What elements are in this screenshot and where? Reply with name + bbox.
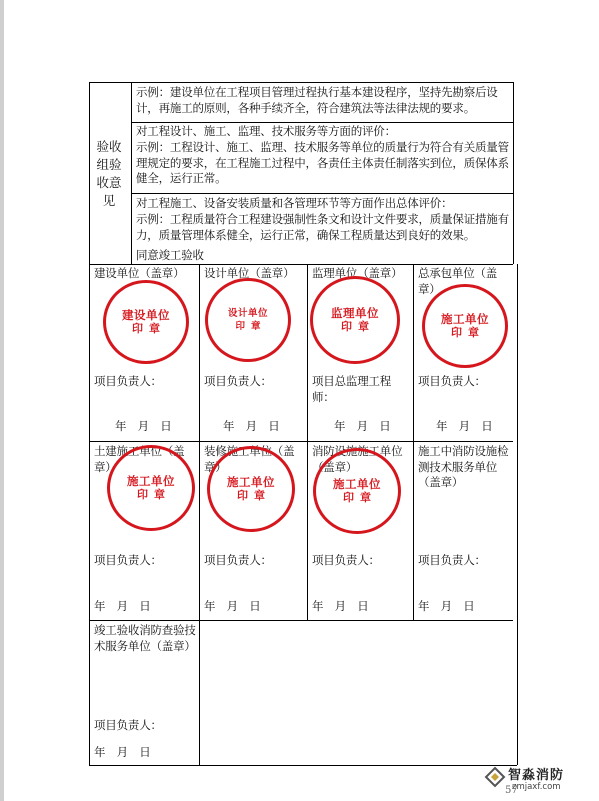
stamp-text: 印章	[451, 326, 485, 339]
table-line-units-mid	[89, 441, 513, 442]
decoration-construction-unit-date: 年 月 日	[204, 599, 261, 613]
construction-unit-date: 年 月 日	[115, 419, 172, 433]
design-unit-title: 设计单位（盖章）	[204, 266, 295, 280]
civil-construction-unit-title: 土建施工单位（盖章）	[94, 444, 185, 474]
table-line-top	[89, 82, 513, 83]
table-col-line-1	[199, 264, 200, 620]
table-line-units-bottom	[89, 620, 513, 621]
fire-testing-service-unit-title: 施工中消防设施检测技术服务单位（盖章）	[418, 444, 509, 489]
page-number: 57	[505, 785, 518, 796]
design-unit-stamp	[205, 278, 291, 362]
general-contractor-date: 年 月 日	[436, 419, 493, 433]
fire-facility-construction-unit-title: 消防设施施工单位（盖章）	[312, 444, 403, 474]
design-unit-date: 年 月 日	[223, 419, 280, 433]
general-contractor-stamp	[422, 284, 508, 368]
stamp-text: 施工单位	[441, 312, 489, 326]
stamp-text: 印章	[343, 491, 377, 504]
fire-facility-construction-unit-person: 项目负责人：	[312, 553, 380, 567]
watermark-brand: 智淼消防	[508, 768, 565, 783]
supervision-unit-title: 监理单位（盖章）	[312, 266, 403, 280]
overall-opinion-example: 示例：工程质量符合工程建设强制性条文和设计文件要求，质量保证措施有力，质量管理体系健全，运行正常，确保工程质量达到良好的效果。	[136, 212, 509, 242]
fire-facility-construction-unit-stamp	[313, 448, 401, 534]
fire-testing-service-unit-person: 项目负责人：	[418, 553, 486, 567]
stamp-text: 印章	[341, 320, 375, 333]
table-line-units-top	[89, 264, 513, 265]
table-border-left-upper	[89, 82, 90, 264]
supervision-unit-date: 年 月 日	[334, 419, 391, 433]
decoration-construction-unit-stamp	[207, 446, 295, 532]
stamp-text: 印章	[137, 488, 171, 501]
stamp-text: 监理单位	[331, 306, 379, 320]
construction-unit-stamp	[103, 280, 189, 364]
civil-construction-unit-person: 项目负责人：	[94, 553, 162, 567]
table-line-bottom	[89, 765, 517, 766]
table-col-line-3	[413, 264, 414, 620]
table-line-opinion-1	[131, 122, 513, 123]
stamp-text: 印章	[132, 322, 166, 335]
service-opinion-heading: 对工程设计、施工、监理、技术服务等方面的评价：	[136, 124, 396, 138]
stamp-text: 设计单位	[227, 308, 268, 319]
table-border-left-lower	[89, 264, 90, 765]
overall-opinion-heading: 对工程施工、设备安装质量和各管理环节等方面作出总体评价：	[136, 196, 453, 210]
acceptance-conclusion: 同意竣工验收	[136, 248, 204, 262]
acceptance-opinion-label: 验收组验收意见	[96, 139, 122, 208]
stamp-text: 施工单位	[127, 474, 175, 488]
table-border-right-upper	[513, 82, 514, 264]
civil-construction-unit-stamp	[107, 445, 195, 531]
builder-opinion-example: 示例：建设单位在工程项目管理过程执行基本建设程序，坚持先勘察后设计，再施工的原则，各种手续齐全，符合建筑法等法律法规的要求。	[136, 85, 498, 115]
stamp-text: 印章	[237, 489, 271, 502]
stamp-text: 建设单位	[122, 308, 170, 322]
stamp-text: 施工单位	[227, 475, 275, 489]
stamp-text: 施工单位	[333, 477, 381, 491]
table-border-right-lower	[517, 264, 518, 765]
decoration-construction-unit-title: 装修施工单位（盖章）	[204, 444, 295, 474]
page-edge-shadow	[0, 0, 4, 801]
table-col-line-2	[307, 264, 308, 620]
construction-unit-person: 项目负责人：	[94, 374, 162, 388]
stamp-text: 印章	[235, 321, 267, 332]
fire-inspection-service-unit-date: 年 月 日	[94, 745, 151, 759]
general-contractor-title: 总承包单位（盖章）	[418, 266, 498, 296]
table-col-line-bottom	[199, 620, 200, 765]
general-contractor-person: 项目负责人：	[418, 374, 486, 388]
decoration-construction-unit-person: 项目负责人：	[204, 553, 272, 567]
fire-testing-service-unit-date: 年 月 日	[418, 599, 475, 613]
construction-unit-title: 建设单位（盖章）	[94, 266, 185, 280]
watermark-url: zmjaxf.com	[512, 782, 561, 792]
supervision-unit-stamp	[310, 276, 400, 364]
table-line-opinion-2	[131, 193, 513, 194]
supervision-unit-person: 项目总监理工程师：	[312, 374, 392, 404]
fire-facility-construction-unit-date: 年 月 日	[312, 599, 369, 613]
civil-construction-unit-date: 年 月 日	[94, 599, 151, 613]
table-border-label-divider	[131, 82, 132, 264]
brand-logo-icon	[484, 766, 506, 788]
service-opinion-example: 示例：工程设计、施工、监理、技术服务等单位的质量行为符合有关质量管理规定的要求，在工程施工过程中，各责任主体责任制落实到位，质保体系健全，运行正常。	[136, 140, 509, 185]
fire-inspection-service-unit-title: 竣工验收消防查验技术服务单位（盖章）	[94, 623, 196, 653]
fire-inspection-service-unit-person: 项目负责人：	[94, 718, 162, 732]
design-unit-person: 项目负责人：	[204, 374, 272, 388]
